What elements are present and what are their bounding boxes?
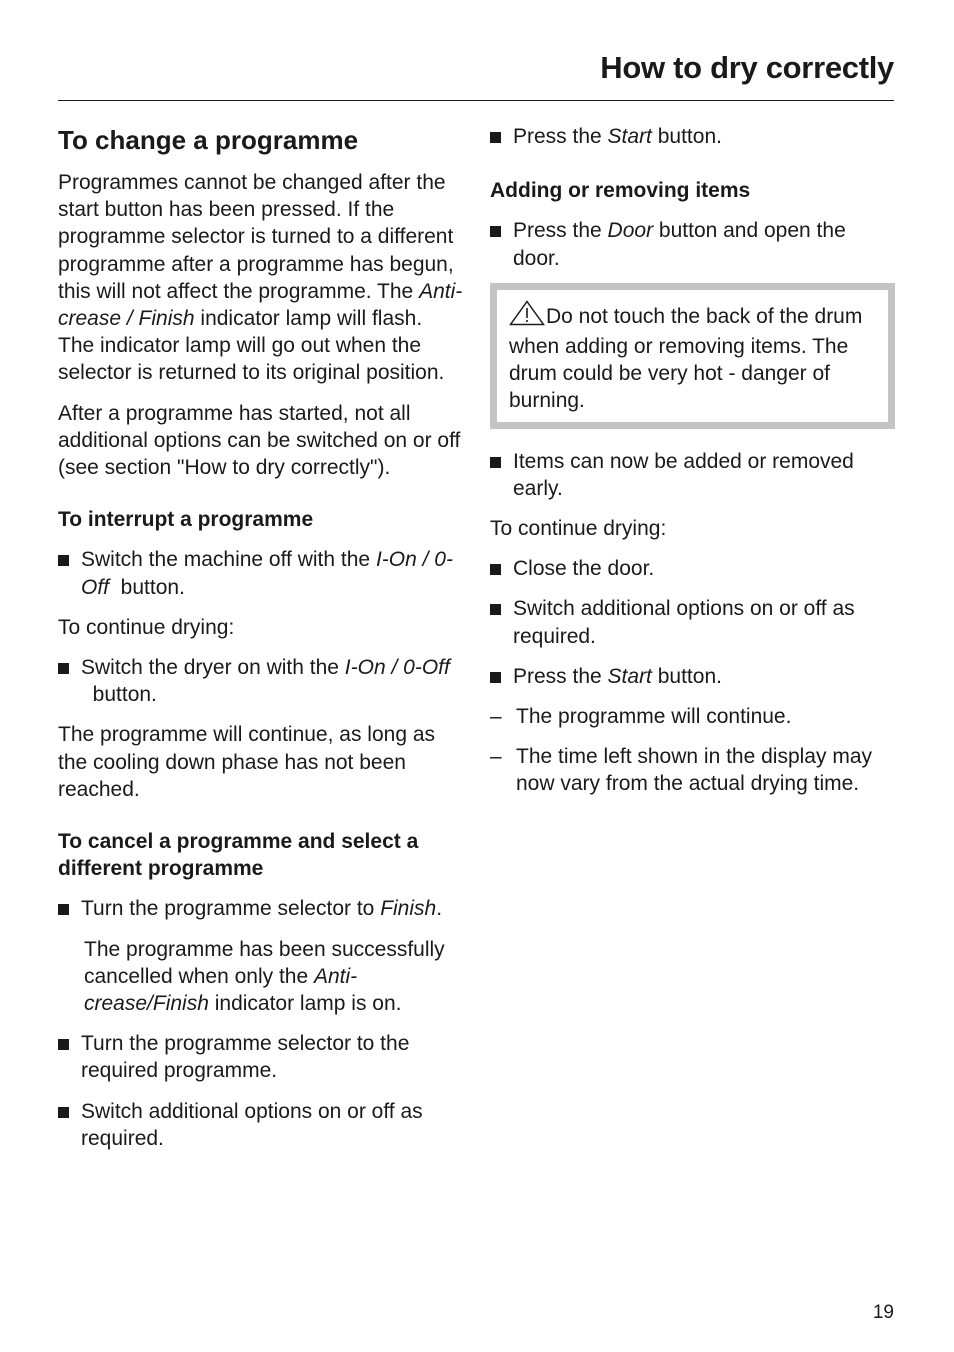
- bullet-square-icon: [58, 904, 69, 915]
- list-item: Press the Start button.: [490, 123, 895, 150]
- paragraph-change-programme: Programmes cannot be changed after the start button has been pressed. If the programme selector is turned to a different programme after a programme has begun, this will not affect the programme. The Anti-crease / Finish indicator lamp will flash. The indicator lamp will go out when the selector is returned to its original position.: [58, 171, 463, 385]
- section-heading-change-programme: To change a programme: [58, 125, 359, 155]
- list-item: – The programme will continue.: [490, 703, 895, 730]
- header-divider: [58, 100, 894, 101]
- bullet-square-icon: [490, 672, 501, 683]
- bullet-square-icon: [490, 226, 501, 237]
- paragraph-additional-options: After a programme has started, not all additional options can be switched on or off (see section "How to dry correctly").: [58, 401, 461, 480]
- bullet-square-icon: [490, 564, 501, 575]
- page-number: 19: [872, 1302, 894, 1323]
- dash-marker: –: [490, 705, 502, 729]
- bullet-square-icon: [490, 132, 501, 143]
- warning-text: Do not touch the back of the drum when adding or removing items. The drum could be very hot - danger of burning.: [509, 304, 863, 413]
- continue-drying-label: To continue drying:: [490, 517, 667, 541]
- left-column: [58, 123, 463, 1165]
- bullet-square-icon: [58, 1039, 69, 1050]
- list-item: Switch the dryer on with the I-On / 0-Off button.: [58, 654, 463, 708]
- continue-drying-label: To continue drying:: [58, 615, 235, 639]
- bullet-square-icon: [58, 555, 69, 566]
- list-item: – The time left shown in the display may now vary from the actual drying time.: [490, 745, 872, 796]
- list-item: Close the door.: [490, 555, 895, 582]
- subheading-cancel: To cancel a programme and select a different programme: [58, 830, 419, 881]
- list-item: Switch the machine off with the I-On / 0-Off button.: [58, 546, 463, 600]
- subheading-adding-removing: Adding or removing items: [490, 179, 751, 203]
- warning-box: [490, 283, 895, 429]
- subheading-interrupt: To interrupt a programme: [58, 508, 314, 532]
- list-item: Switch additional options on or off as required.: [490, 595, 895, 649]
- right-column: [490, 123, 895, 811]
- indented-paragraph-cancelled: The programme has been successfully cancelled when only the Anti-crease/Finish indicator lamp is on.: [84, 937, 445, 1016]
- paragraph-programme-continue: The programme will continue, as long as the cooling down phase has not been reached.: [58, 723, 436, 801]
- list-item: Items can now be added or removed early.: [490, 448, 895, 502]
- dash-marker: –: [490, 745, 502, 769]
- list-item: Press the Start button.: [490, 663, 895, 690]
- warning-triangle-icon: [509, 300, 545, 333]
- list-item: Turn the programme selector to Finish.: [58, 895, 463, 922]
- list-item: Press the Door button and open the door.: [490, 217, 895, 271]
- bullet-square-icon: [58, 1107, 69, 1118]
- bullet-square-icon: [58, 663, 69, 674]
- bullet-square-icon: [490, 604, 501, 615]
- list-item: Turn the programme selector to the required programme.: [58, 1030, 463, 1084]
- page-title: How to dry correctly: [600, 50, 894, 85]
- list-item: Switch additional options on or off as required.: [58, 1098, 463, 1152]
- bullet-square-icon: [490, 457, 501, 468]
